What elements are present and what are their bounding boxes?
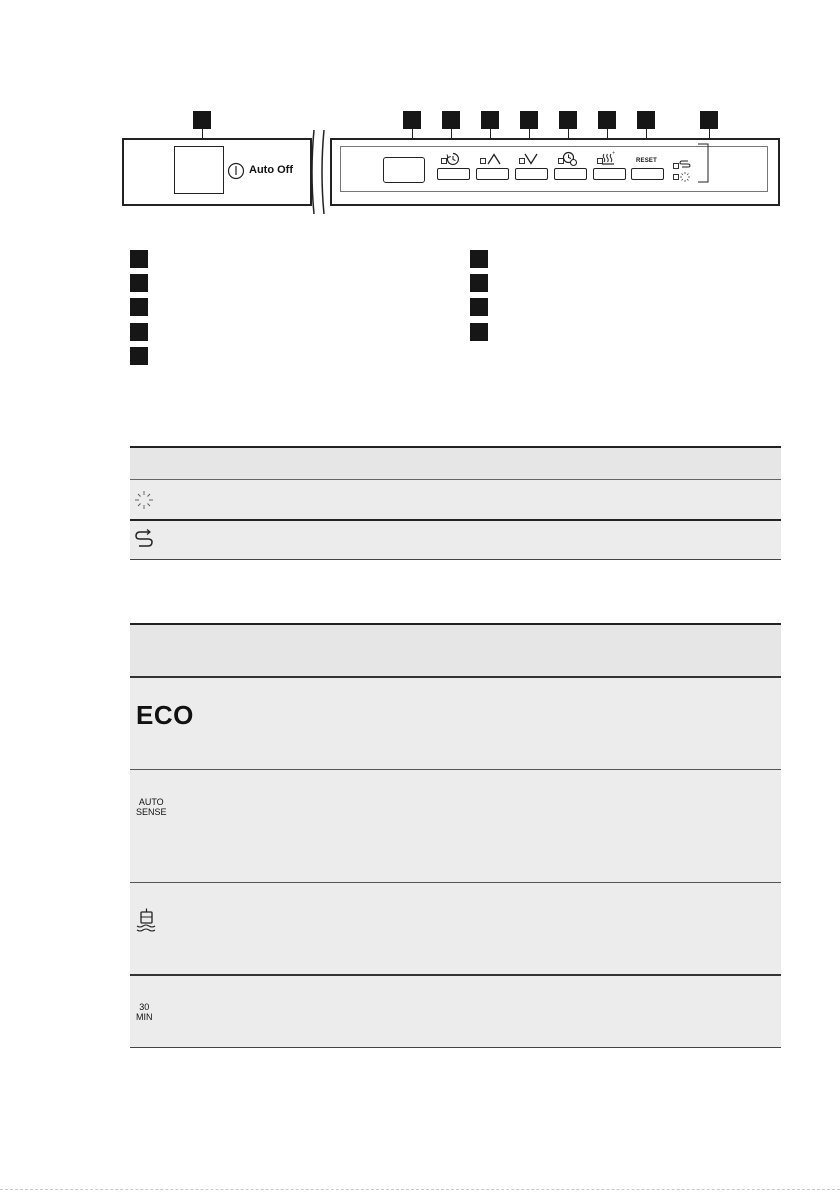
legend-square [470,323,488,341]
table-row [130,770,781,882]
auto-sense-label [136,797,167,817]
table-row [130,480,781,519]
chevron-down-icon [524,153,538,165]
svg-text:+: + [612,150,616,155]
legend-square [470,274,488,292]
time-saver-icon [562,151,578,167]
callout-9 [700,111,718,129]
legend-square [470,250,488,268]
callout-5 [520,111,538,129]
table-row [130,521,781,559]
label-line: SENSE [136,807,167,817]
indicator-bracket [696,140,716,186]
legend-square [130,347,148,365]
down-button[interactable] [515,168,548,180]
page-edge [0,1189,840,1190]
rinse-aid-indicator-icon [679,159,691,169]
delay-start-icon [446,152,460,166]
callout-2 [403,111,421,129]
table-header [130,447,781,479]
legend-square [130,323,148,341]
legend-square [130,298,148,316]
label-line: 30 [139,1002,150,1012]
thirty-min-label [136,1002,153,1022]
reset-label: RESET [636,158,658,164]
door-handle-area [174,146,224,194]
auto-off-label: Auto Off [249,164,293,176]
extra-dry-icon [600,150,616,166]
glass-icon [135,908,159,934]
table-row [130,883,781,974]
reset-button[interactable] [631,168,664,180]
table-row [130,976,781,1047]
callout-1 [193,111,211,129]
up-button[interactable] [476,168,509,180]
table-row [130,678,781,769]
display [383,157,425,183]
delay-start-button[interactable] [437,168,470,180]
legend-square [130,250,148,268]
label-line: AUTO [138,797,164,807]
callout-8 [637,111,655,129]
extra-dry-button[interactable] [593,168,626,180]
callout-6 [559,111,577,129]
callout-4 [481,111,499,129]
rinse-aid-icon [134,529,156,549]
legend-square [470,298,488,316]
power-icon [227,162,245,180]
time-saver-button[interactable] [554,168,587,180]
callout-7 [598,111,616,129]
callout-3 [442,111,460,129]
eco-label: ECO [136,700,194,730]
legend-square [130,274,148,292]
chevron-up-icon [487,153,501,165]
label-line: MIN [136,1012,153,1022]
salt-indicator-icon [679,171,691,183]
table-header [130,624,781,677]
sparkle-icon [133,489,155,511]
led-indicator [480,158,486,164]
